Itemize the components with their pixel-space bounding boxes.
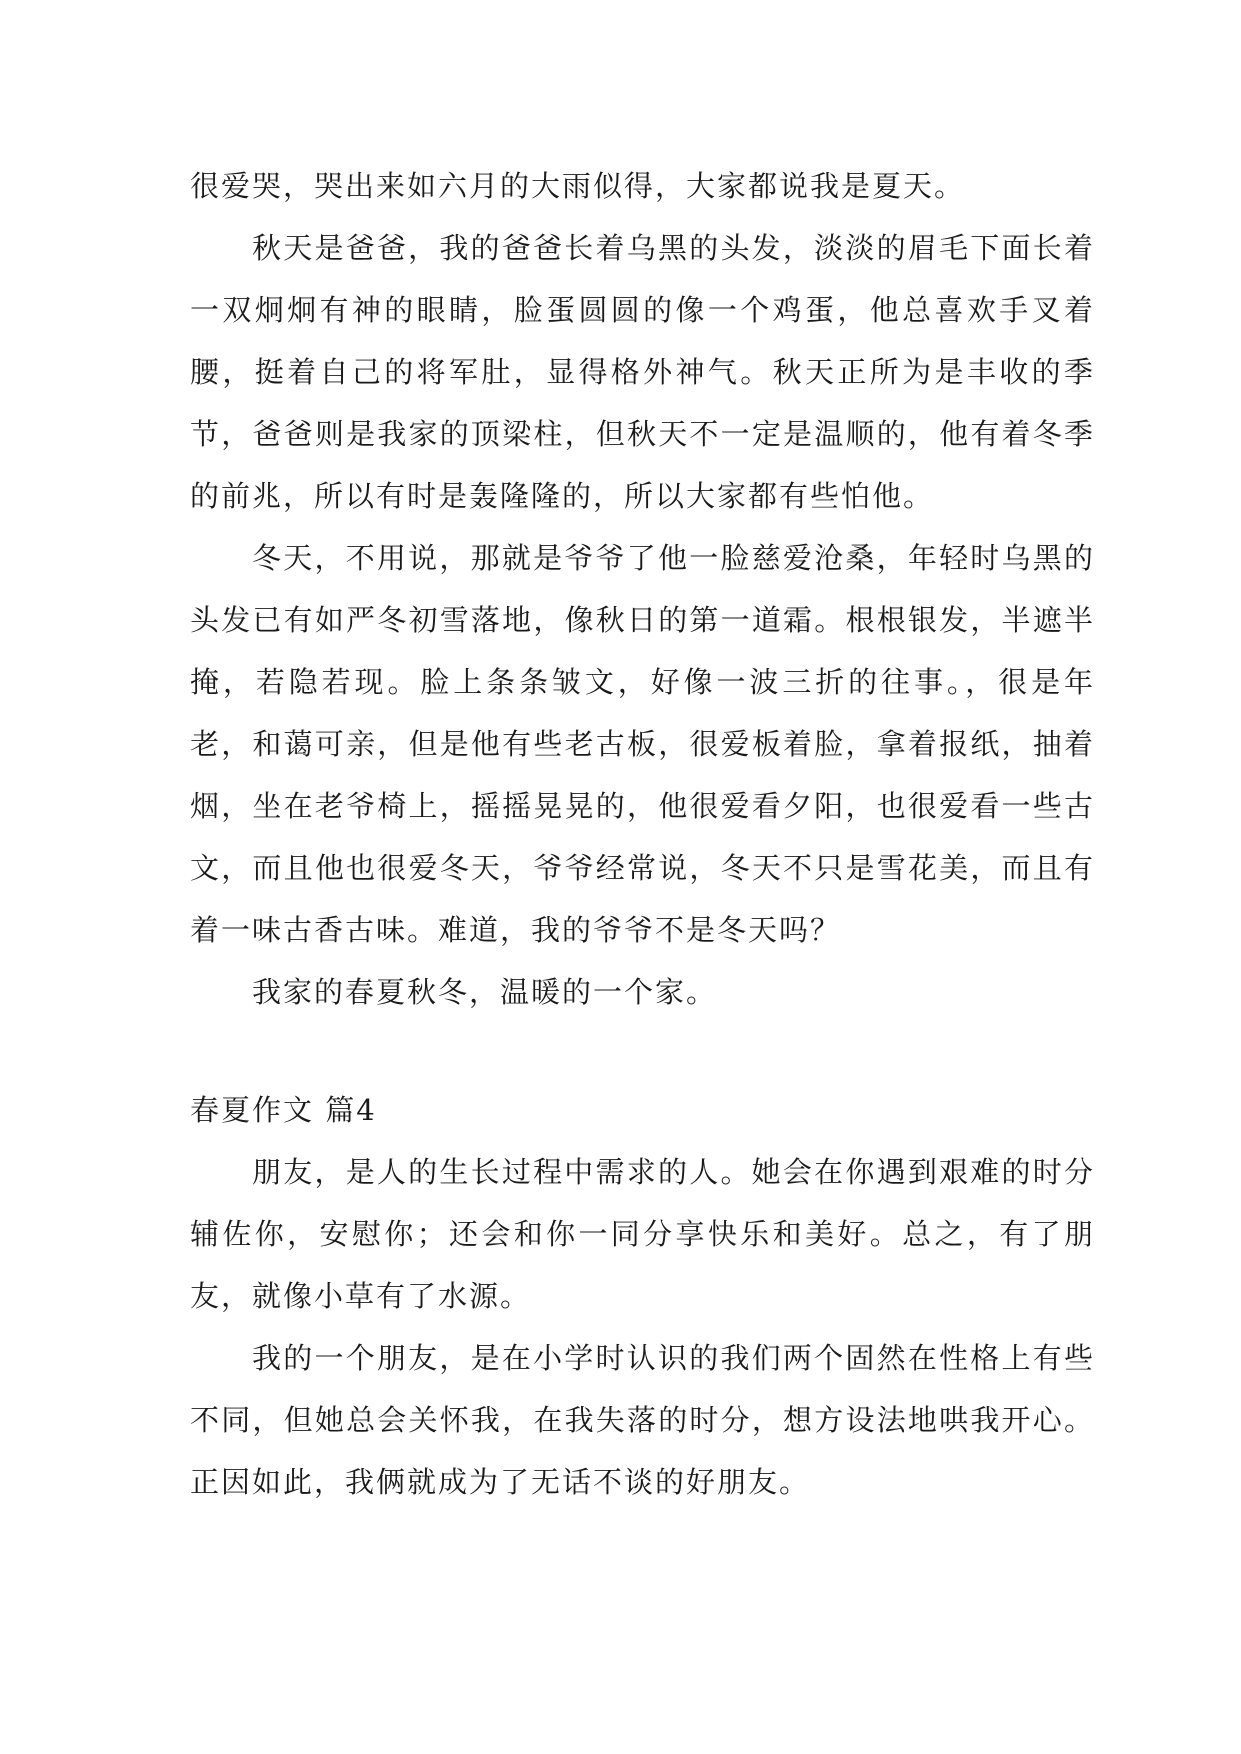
paragraph-autumn-father: 秋天是爸爸，我的爸爸长着乌黑的头发，淡淡的眉毛下面长着一双炯炯有神的眼睛，脸蛋圆圆的像一个鸡蛋，他总喜欢手叉着腰，挺着自己的将军肚，显得格外神气。秋天正所为是丰收的季节，爸爸则是我家的顶梁柱，但秋天不一定是温顺的，他有着冬季的前兆，所以有时是轰隆隆的，所以大家都有些怕他。 [190, 231, 1095, 513]
section-spacer [190, 1023, 1095, 1053]
paragraph-friend-story: 我的一个朋友，是在小学时认识的我们两个固然在性格上有些不同，但她总会关怀我，在我失落的时分，想方设法地哄我开心。正因如此，我俩就成为了无话不谈的好朋友。 [190, 1341, 1095, 1499]
paragraph-friend-intro: 朋友，是人的生长过程中需求的人。她会在你遇到艰难的时分辅佐你，安慰你；还会和你一同分享快乐和美好。总之，有了朋友，就像小草有了水源。 [190, 1155, 1095, 1313]
paragraph-winter-grandpa: 冬天，不用说，那就是爷爷了他一脸慈爱沧桑，年轻时乌黑的头发已有如严冬初雪落地，像秋日的第一道霜。根根银发，半遮半掩，若隐若现。脸上条条皱文，好像一波三折的往事。，很是年老，和蔼可亲，但是他有些老古板，很爱板着脸，拿着报纸，抽着烟，坐在老爷椅上，摇摇晃晃的，他很爱看夕阳，也很爱看一些古文，而且他也很爱冬天，爷爷经常说，冬天不只是雪花美，而且有着一味古香古味。难道，我的爷爷不是冬天吗？ [190, 541, 1095, 947]
paragraph-summer-end: 很爱哭，哭出来如六月的大雨似得，大家都说我是夏天。 [190, 169, 966, 203]
document-body [190, 155, 1095, 1513]
paragraph-family-conclusion: 我家的春夏秋冬，温暖的一个家。 [252, 975, 718, 1009]
section-title: 春夏作文 篇4 [190, 1093, 377, 1127]
